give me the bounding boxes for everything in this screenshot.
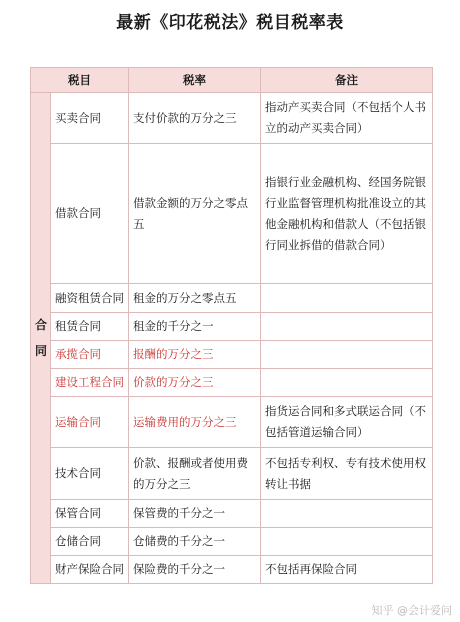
row-item: 承揽合同 [51, 341, 129, 369]
row-rate: 报酬的万分之三 [129, 341, 261, 369]
row-note [261, 369, 433, 397]
row-item: 租赁合同 [51, 313, 129, 341]
row-item: 仓储合同 [51, 528, 129, 556]
watermark: 知乎 @会计爱问 [371, 604, 452, 617]
table-row [31, 284, 433, 313]
header-note: 备注 [261, 68, 433, 93]
row-rate: 价款、报酬或者使用费的万分之三 [129, 448, 261, 500]
table-row [31, 144, 433, 284]
row-rate: 租金的万分之零点五 [129, 284, 261, 313]
row-rate: 支付价款的万分之三 [129, 93, 261, 144]
page-title: 最新《印花税法》税目税率表 [116, 13, 344, 33]
tax-rate-table [30, 67, 433, 584]
row-item: 借款合同 [51, 144, 129, 284]
row-item: 运输合同 [51, 397, 129, 448]
row-rate: 租金的千分之一 [129, 313, 261, 341]
row-rate: 保险费的千分之一 [129, 556, 261, 584]
row-note: 不包括再保险合同 [261, 556, 433, 584]
header-rate: 税率 [129, 68, 261, 93]
row-item: 建设工程合同 [51, 369, 129, 397]
header-item: 税目 [31, 68, 129, 93]
row-item: 财产保险合同 [51, 556, 129, 584]
table-header-row [31, 68, 433, 93]
row-rate: 价款的万分之三 [129, 369, 261, 397]
row-note: 指货运合同和多式联运合同（不包括管道运输合同） [261, 397, 433, 448]
group-label-contract [31, 93, 51, 584]
row-item: 保管合同 [51, 500, 129, 528]
table-row [31, 341, 433, 369]
group-label-char: 同 [35, 344, 48, 358]
row-note [261, 341, 433, 369]
table-row [31, 528, 433, 556]
row-note: 不包括专利权、专有技术使用权转让书据 [261, 448, 433, 500]
group-label-char: 合 [35, 318, 48, 332]
table-row [31, 93, 433, 144]
table-row [31, 369, 433, 397]
row-note: 指银行业金融机构、经国务院银行业监督管理机构批准设立的其他金融机构和借款人（不包括银行同业拆借的借款合同） [261, 144, 433, 284]
row-note [261, 528, 433, 556]
row-note [261, 500, 433, 528]
row-item: 买卖合同 [51, 93, 129, 144]
row-item: 融资租赁合同 [51, 284, 129, 313]
row-rate: 借款金额的万分之零点五 [129, 144, 261, 284]
table-row [31, 500, 433, 528]
table-row [31, 397, 433, 448]
table-row [31, 313, 433, 341]
row-note [261, 284, 433, 313]
row-item: 技术合同 [51, 448, 129, 500]
table-row [31, 448, 433, 500]
row-rate: 运输费用的万分之三 [129, 397, 261, 448]
row-rate: 保管费的千分之一 [129, 500, 261, 528]
row-note: 指动产买卖合同（不包括个人书立的动产买卖合同） [261, 93, 433, 144]
row-rate: 仓储费的千分之一 [129, 528, 261, 556]
table-row [31, 556, 433, 584]
row-note [261, 313, 433, 341]
